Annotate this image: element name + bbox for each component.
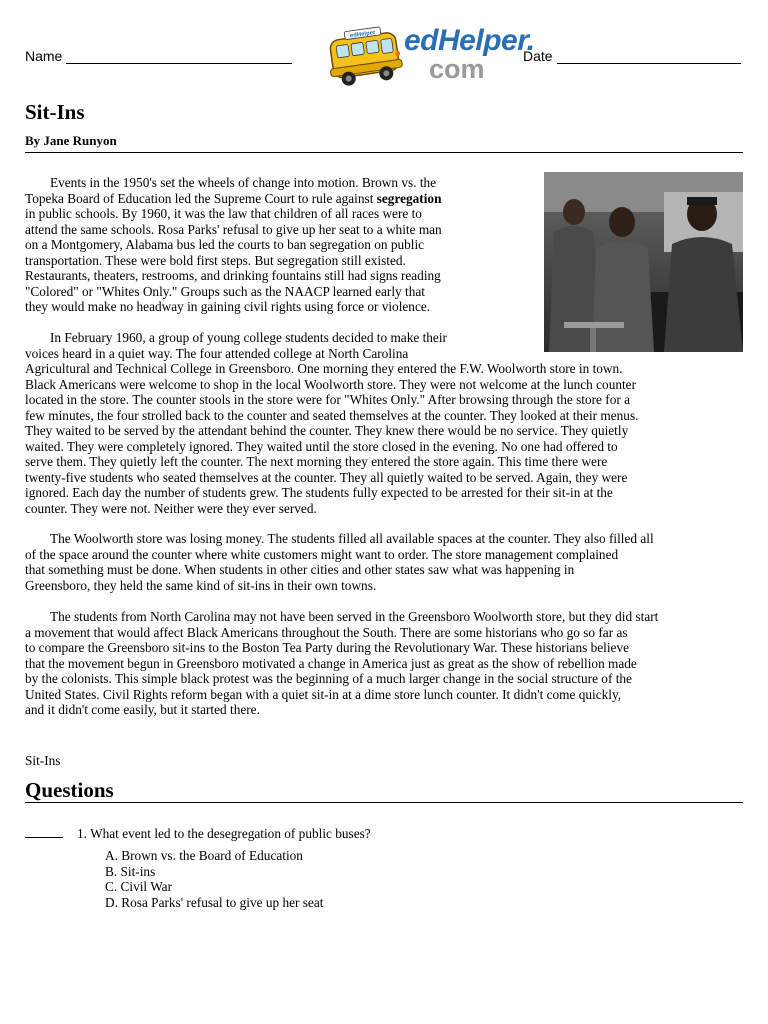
date-blank-line[interactable] xyxy=(557,49,741,64)
text-line: Restaurants, theaters, restrooms, and drinking fountains still had signs reading xyxy=(25,268,441,283)
bus-sign-text: edHelper xyxy=(349,29,376,40)
sit-in-photo-illustration xyxy=(544,172,743,352)
text-line: United States. Civil Rights reform began with a quiet sit-in at a dime store lunch counter. It didn't come quickly, xyxy=(25,686,622,702)
text-line: to compare the Greensboro sit-ins to the Boston Tea Party during the Revolutionary War. These historians believe xyxy=(25,640,629,655)
text-line: counter. They were not. Neither were they ever served. xyxy=(25,500,317,516)
text-line: transportation. These were bold first steps. But segregation still existed. xyxy=(25,252,406,268)
text-line: of the space around the counter where white customers might want to order. The store management complained xyxy=(25,546,619,562)
paragraph-2 xyxy=(25,330,638,516)
text-line: In February 1960, a group of young college students decided to make their xyxy=(50,330,447,345)
school-bus-icon xyxy=(326,24,406,92)
question-1-choices xyxy=(105,848,323,910)
text-line: by the colonists. This simple black protest was the beginning of a much larger change in the social structure of the xyxy=(25,671,632,686)
text-fragment: Topeka Board of Education led the Supreme Court to rule against xyxy=(25,190,377,206)
question-number: 1. xyxy=(77,826,87,841)
text-line: waited. They were completely ignored. They waited until the store closed in the evening. No one had offered to xyxy=(25,438,618,454)
choice-b[interactable]: B. Sit-ins xyxy=(105,863,156,879)
text-line: twenty-five students who seated themselves at the counter. They all quietly waited to be served. Again, they were xyxy=(25,469,628,485)
text-line: Greensboro, they held the same kind of sit-ins in their own towns. xyxy=(25,577,377,593)
text-line: ignored. Each day the number of students grew. The students fully expected to be arrested for their sit-in at the xyxy=(25,485,613,500)
question-1 xyxy=(77,826,371,842)
name-field xyxy=(25,48,292,64)
logo-com-text: com xyxy=(429,54,485,84)
text-line: that something must be done. When students in other cities and other states saw what was happening in xyxy=(25,562,575,577)
text-line: and it didn't come easily, but it started there. xyxy=(25,702,260,717)
text-line: "Colored" or "Whites Only." Groups such as the NAACP learned early that xyxy=(25,283,425,299)
question-text: What event led to the desegregation of public buses? xyxy=(90,826,371,841)
paragraph-1 xyxy=(25,175,442,315)
choice-d[interactable]: D. Rosa Parks' refusal to give up her seat xyxy=(105,894,324,910)
questions-divider xyxy=(25,802,743,803)
answer-blank-1[interactable] xyxy=(25,837,63,838)
text-line: voices heard in a quiet way. The four attended college at North Carolina xyxy=(25,345,409,361)
text-line: attend the same schools. Rosa Parks' refusal to give up her seat to a white man xyxy=(25,221,442,237)
name-blank-line[interactable] xyxy=(66,49,292,64)
choice-a[interactable]: A. Brown vs. the Board of Education xyxy=(105,848,303,863)
date-field xyxy=(523,48,741,64)
text-line: The students from North Carolina may not have been served in the Greensboro Woolworth store, but they did start xyxy=(50,609,659,624)
section-label: Sit-Ins xyxy=(25,753,61,768)
name-label: Name xyxy=(25,48,63,64)
text-line: that the movement begun in Greensboro motivated a change in America just as great as the show of rebellion made xyxy=(25,655,637,671)
sit-in-photo xyxy=(544,172,743,352)
text-line: few minutes, the four strolled back to the counter and seated themselves at the counter. They looked at their menus. xyxy=(25,407,639,423)
choice-c[interactable]: C. Civil War xyxy=(105,879,173,894)
text-line: serve them. They quietly left the counter. The next morning they entered the store again. This time there were xyxy=(25,454,608,469)
questions-title: Questions xyxy=(25,778,114,802)
text-line: a movement that would affect Black Americans throughout the South. There are some historians who go so far as xyxy=(25,624,628,640)
text-line: Black Americans were welcome to shop in the local Woolworth store. They were not welcome at the lunch counter xyxy=(25,376,637,392)
title-divider xyxy=(25,152,743,153)
article-byline: By Jane Runyon xyxy=(25,133,117,148)
text-line: on a Montgomery, Alabama bus led the courts to ban segregation on public xyxy=(25,237,425,252)
paragraph-3 xyxy=(25,531,654,593)
text-line: located in the store. The counter stools in the store were for "Whites Only." After browsing through the store for a xyxy=(25,392,630,407)
edhelper-logo xyxy=(326,24,535,92)
logo-edhelper-text: edHelper. xyxy=(404,24,535,57)
bold-term: segregation xyxy=(376,190,442,206)
text-line: The Woolworth store was losing money. The students filled all available spaces at the counter. They also filled all xyxy=(50,531,654,546)
text-line: Events in the 1950's set the wheels of change into motion. Brown vs. the xyxy=(50,175,437,190)
date-label: Date xyxy=(523,48,553,64)
text-line: they would make no headway in gaining civil rights using force or violence. xyxy=(25,299,431,314)
text-line xyxy=(25,191,442,207)
text-line: in public schools. By 1960, it was the law that children of all races were to xyxy=(25,206,422,221)
article-title: Sit-Ins xyxy=(25,100,85,124)
text-line: They waited to be served by the attendant behind the counter. They knew there would be no service. They quietly xyxy=(25,423,629,438)
text-line: Agricultural and Technical College in Greensboro. One morning they entered the F.W. Woolworth store in town. xyxy=(25,361,623,376)
paragraph-4 xyxy=(25,609,658,718)
